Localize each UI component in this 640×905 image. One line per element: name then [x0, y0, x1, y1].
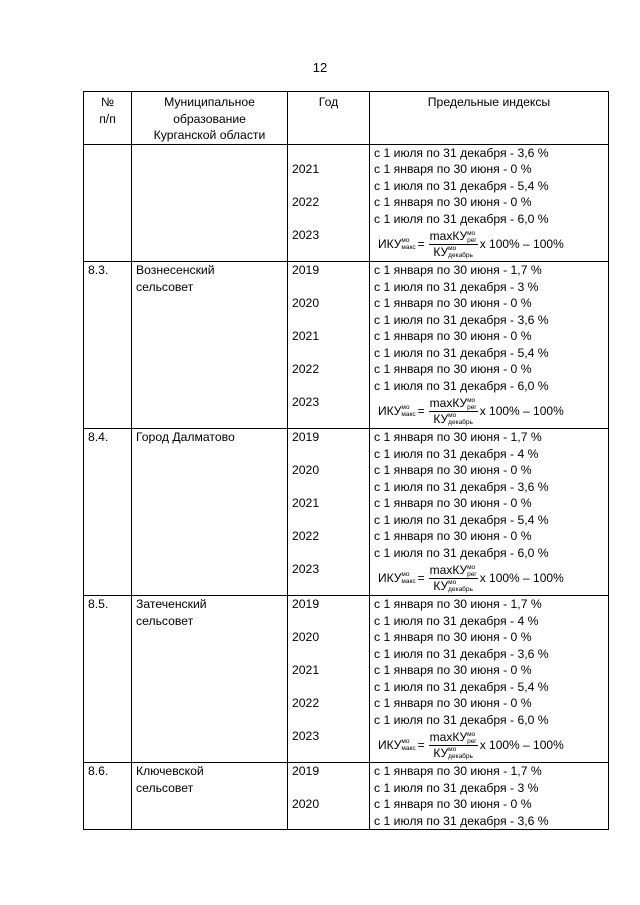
formula-equals: =: [417, 570, 425, 585]
index-line: с 1 июля по 31 декабря - 3 %: [374, 780, 539, 795]
formula-lhs: ИКУ: [378, 403, 402, 418]
index-line: с 1 января по 30 июня - 0 %: [374, 162, 532, 176]
year-value: 2023: [292, 227, 320, 242]
header-indices: Предельные индексы: [370, 92, 609, 145]
index-line: с 1 января по 30 июня - 0 %: [374, 496, 532, 510]
index-line: с 1 июля по 31 декабря - 6,0 %: [374, 545, 549, 560]
year-value: 2022: [292, 529, 320, 543]
year-value: 2021: [292, 161, 320, 176]
index-line: с 1 июля по 31 декабря - 5,4 %: [374, 345, 549, 360]
municipality-line: сельсовет: [136, 780, 194, 795]
header-row: [84, 92, 609, 145]
municipality-line: Город Далматово: [136, 430, 235, 444]
index-line: с 1 января по 30 июня - 0 %: [374, 329, 532, 343]
formula: [374, 227, 604, 261]
index-line: с 1 января по 30 июня - 0 %: [374, 362, 532, 376]
year-value: 2020: [292, 797, 320, 811]
formula-lhs: ИКУ: [378, 737, 402, 752]
row-number: 8.5.: [84, 596, 132, 763]
index-line: с 1 января по 30 июня - 0 %: [374, 696, 532, 710]
index-line: с 1 января по 30 июня - 0 %: [374, 296, 532, 310]
index-line: с 1 января по 30 июня - 1,7 %: [374, 764, 542, 778]
index-line: с 1 июля по 31 декабря - 6,0 %: [374, 378, 549, 393]
year-value: 2023: [292, 729, 320, 743]
index-line: с 1 января по 30 июня - 1,7 %: [374, 430, 542, 444]
row-municipality: [132, 429, 288, 596]
index-line: с 1 июля по 31 декабря - 5,4 %: [374, 679, 549, 694]
index-line: с 1 июля по 31 декабря - 6,0 %: [374, 712, 549, 727]
table-row: [84, 596, 609, 763]
year-value: 2023: [292, 395, 320, 409]
index-line: с 1 января по 30 июня - 0 %: [374, 630, 532, 644]
header-num: № п/п: [84, 92, 132, 145]
index-line: с 1 июля по 31 декабря - 4 %: [374, 613, 539, 628]
row-number: 8.6.: [84, 763, 132, 830]
index-line: с 1 июля по 31 декабря - 4 %: [374, 446, 539, 461]
index-line: с 1 января по 30 июня - 1,7 %: [374, 597, 542, 611]
index-line: с 1 июля по 31 декабря - 3,6 %: [374, 479, 549, 494]
row-number: 8.3.: [84, 262, 132, 429]
formula-equals: =: [417, 403, 425, 418]
index-line: с 1 июля по 31 декабря - 3,6 %: [374, 312, 549, 327]
formula-lhs-indices: мо макс: [401, 738, 416, 752]
formula: [374, 728, 604, 762]
year-value: 2020: [292, 630, 320, 644]
year-value: 2022: [292, 696, 320, 710]
formula-lhs-indices: мо макс: [401, 404, 416, 418]
year-value: 2021: [292, 663, 320, 677]
row-indices: [370, 262, 609, 429]
row-years: [288, 144, 370, 262]
year-value: 2021: [292, 329, 320, 343]
row-indices: [370, 429, 609, 596]
municipality-line: Ключевской: [136, 764, 204, 778]
row-municipality: [132, 596, 288, 763]
year-value: 2019: [292, 430, 320, 444]
formula-lhs: ИКУ: [378, 236, 402, 251]
header-year: Год: [288, 92, 370, 145]
year-value: 2019: [292, 764, 320, 778]
table-row: [84, 763, 609, 830]
row-years: [288, 596, 370, 763]
municipality-line: Затеченский: [136, 597, 207, 611]
year-value: 2021: [292, 496, 320, 510]
table-row: [84, 144, 609, 262]
index-line: с 1 июля по 31 декабря - 5,4 %: [374, 512, 549, 527]
formula-lhs: ИКУ: [378, 570, 402, 585]
indices-table: [83, 91, 609, 830]
formula: [374, 394, 604, 428]
index-line: с 1 января по 30 июня - 0 %: [374, 529, 532, 543]
municipality-line: сельсовет: [136, 613, 194, 628]
index-line: с 1 января по 30 июня - 0 %: [374, 195, 532, 209]
formula-tail: х 100% – 100%: [479, 236, 564, 251]
row-municipality: [132, 262, 288, 429]
formula-fraction: maxКУ мо рег КУ мо декабрь: [429, 395, 477, 427]
index-line: с 1 июля по 31 декабря - 6,0 %: [374, 211, 549, 226]
row-indices: [370, 144, 609, 262]
index-line: с 1 июля по 31 декабря - 3,6 %: [374, 813, 549, 828]
formula-equals: =: [417, 236, 425, 251]
row-number: [84, 144, 132, 262]
row-municipality: [132, 144, 288, 262]
row-years: [288, 429, 370, 596]
formula-fraction: maxКУ мо рег КУ мо декабрь: [429, 228, 477, 260]
row-indices: [370, 763, 609, 830]
index-line: с 1 июля по 31 декабря - 3 %: [374, 279, 539, 294]
formula-tail: х 100% – 100%: [479, 570, 564, 585]
index-line: с 1 января по 30 июня - 0 %: [374, 797, 532, 811]
year-value: 2019: [292, 263, 320, 277]
row-municipality: [132, 763, 288, 830]
table-row: [84, 429, 609, 596]
year-value: 2023: [292, 562, 320, 576]
municipality-line: Вознесенский: [136, 263, 215, 277]
year-value: 2019: [292, 597, 320, 611]
index-line: с 1 июля по 31 декабря - 3,6 %: [374, 145, 549, 160]
formula: [374, 561, 604, 595]
formula-equals: =: [417, 737, 425, 752]
index-line: с 1 января по 30 июня - 0 %: [374, 663, 532, 677]
year-value: 2022: [292, 194, 320, 209]
year-value: 2020: [292, 463, 320, 477]
formula-tail: х 100% – 100%: [479, 403, 564, 418]
formula-tail: х 100% – 100%: [479, 737, 564, 752]
municipality-line: сельсовет: [136, 279, 194, 294]
table-row: [84, 262, 609, 429]
formula-lhs-indices: мо макс: [401, 237, 416, 251]
formula-lhs-indices: мо макс: [401, 571, 416, 585]
row-number: 8.4.: [84, 429, 132, 596]
year-value: 2022: [292, 362, 320, 376]
row-years: [288, 262, 370, 429]
index-line: с 1 июля по 31 декабря - 3,6 %: [374, 646, 549, 661]
page-number: 12: [312, 60, 328, 75]
row-indices: [370, 596, 609, 763]
year-value: 2020: [292, 296, 320, 310]
formula-fraction: maxКУ мо рег КУ мо декабрь: [429, 729, 477, 761]
header-municipality: Муниципальное образование Курганской области: [132, 92, 288, 145]
index-line: с 1 января по 30 июня - 0 %: [374, 463, 532, 477]
index-line: с 1 января по 30 июня - 1,7 %: [374, 263, 542, 277]
row-years: [288, 763, 370, 830]
index-line: с 1 июля по 31 декабря - 5,4 %: [374, 178, 549, 193]
formula-fraction: maxКУ мо рег КУ мо декабрь: [429, 562, 477, 594]
